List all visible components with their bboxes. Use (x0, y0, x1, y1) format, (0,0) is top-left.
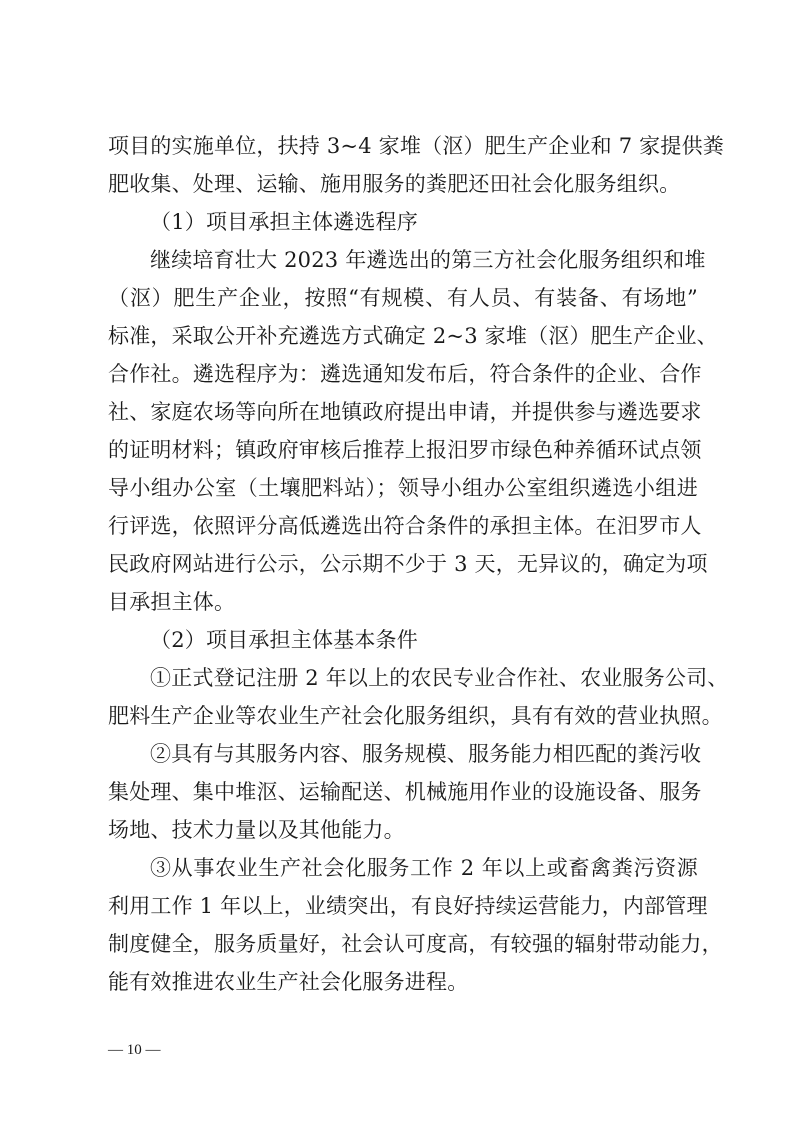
paragraph-line: 肥收集、处理、运输、施用服务的粪肥还田社会化服务组织。 (108, 172, 681, 196)
paragraph-line: 导小组办公室（土壤肥料站）；领导小组办公室组织遴选小组进 (108, 476, 698, 500)
paragraph-line: 标准，采取公开补充遴选方式确定 2~3 家堆（沤）肥生产企业、 (108, 324, 718, 348)
paragraph-line: 能有效推进农业生产社会化服务进程。 (108, 970, 469, 994)
paragraph-line: 民政府网站进行公示，公示期不少于 3 天，无异议的，确定为项 (108, 552, 708, 576)
paragraph-line: 合作社。遴选程序为：遴选通知发布后，符合条件的企业、合作 (108, 362, 702, 386)
paragraph-line: ③从事农业生产社会化服务工作 2 年以上或畜禽粪污资源 (150, 856, 698, 880)
page-number: — 10 — (108, 1042, 161, 1058)
paragraph-line: 项目的实施单位，扶持 3~4 家堆（沤）肥生产企业和 7 家提供粪 (108, 134, 724, 158)
paragraph-line: ①正式登记注册 2 年以上的农民专业合作社、农业服务公司、 (150, 666, 729, 690)
paragraph-line: 制度健全，服务质量好，社会认可度高，有较强的辐射带动能力， (108, 932, 723, 956)
paragraph-line: 继续培育壮大 2023 年遴选出的第三方社会化服务组织和堆 (150, 248, 706, 272)
section-heading: （1）项目承担主体遴选程序 (150, 210, 418, 234)
paragraph-line: 肥料生产企业等农业生产社会化服务组织，具有有效的营业执照。 (108, 704, 723, 728)
paragraph-line: （沤）肥生产企业，按照“有规模、有人员、有装备、有场地” (108, 286, 698, 310)
paragraph-line: ②具有与其服务内容、服务规模、服务能力相匹配的粪污收 (150, 742, 702, 766)
paragraph-line: 利用工作 1 年以上，业绩突出，有良好持续运营能力，内部管理 (108, 894, 708, 918)
paragraph-line: 行评选，依照评分高低遴选出符合条件的承担主体。在汨罗市人 (108, 514, 702, 538)
paragraph-line: 社、家庭农场等向所在地镇政府提出申请，并提供参与遴选要求 (108, 400, 702, 424)
paragraph-line: 场地、技术力量以及其他能力。 (108, 818, 405, 842)
paragraph-line: 目承担主体。 (108, 590, 236, 614)
section-heading: （2）项目承担主体基本条件 (150, 628, 418, 652)
paragraph-line: 集处理、集中堆沤、运输配送、机械施用作业的设施设备、服务 (108, 780, 702, 804)
paragraph-line: 的证明材料；镇政府审核后推荐上报汨罗市绿色种养循环试点领 (108, 438, 702, 462)
